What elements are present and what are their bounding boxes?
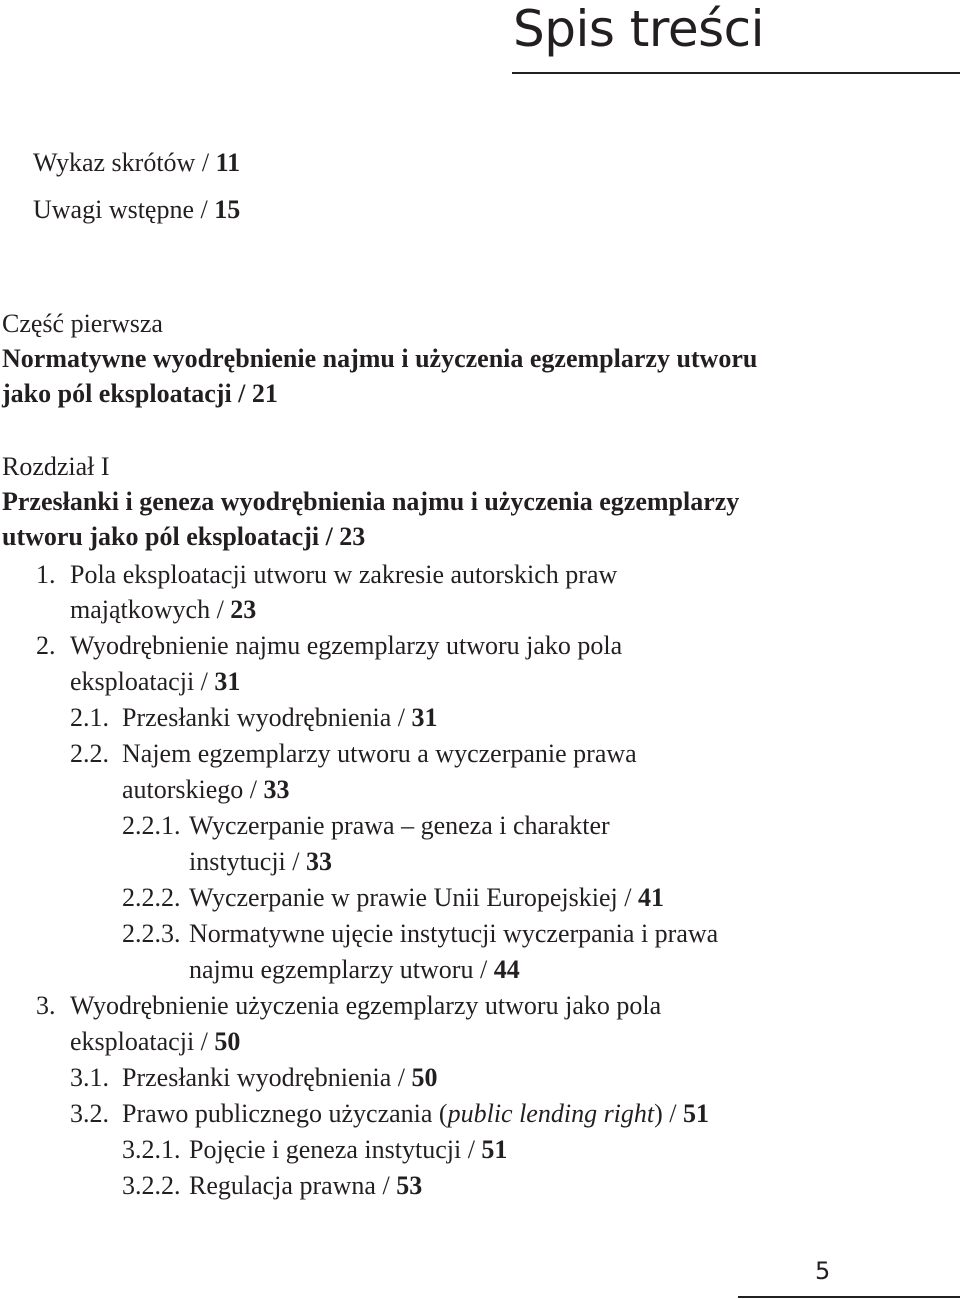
page-ref: 11 bbox=[215, 148, 241, 177]
entry-text: Regulacja prawna / bbox=[189, 1171, 397, 1200]
entry-text: Uwagi wstępne / bbox=[33, 195, 215, 224]
entry-text: instytucji / bbox=[189, 847, 306, 876]
toc-entry-2-1[interactable] bbox=[122, 703, 438, 733]
toc-entry-2-cont[interactable] bbox=[70, 667, 240, 697]
page-ref: 51 bbox=[683, 1099, 710, 1128]
toc-entry-3-2-1[interactable] bbox=[189, 1135, 507, 1165]
toc-entry-2[interactable]: Wyodrębnienie najmu egzemplarzy utworu jako pola bbox=[70, 631, 623, 660]
page-ref: 33 bbox=[306, 847, 332, 876]
toc-entry-3-2-2[interactable] bbox=[189, 1171, 422, 1201]
entry-text: Wyczerpanie w prawie Unii Europejskiej / bbox=[189, 883, 638, 912]
toc-entry-abbreviations[interactable] bbox=[33, 148, 240, 178]
entry-number: 2.1. bbox=[70, 703, 109, 732]
entry-text: Przesłanki wyodrębnienia / bbox=[122, 703, 412, 732]
entry-number: 3.2. bbox=[70, 1099, 109, 1128]
entry-text: autorskiego / bbox=[122, 775, 264, 804]
toc-entry-3-2[interactable] bbox=[122, 1099, 709, 1129]
entry-number: 3.1. bbox=[70, 1063, 109, 1092]
entry-text: ) / bbox=[654, 1099, 684, 1128]
entry-number: 3.2.2. bbox=[122, 1171, 181, 1200]
toc-entry-2-2-3[interactable]: Normatywne ujęcie instytucji wyczerpania i prawa bbox=[189, 919, 719, 948]
entry-number: 2.2. bbox=[70, 739, 109, 768]
footer-rule bbox=[738, 1296, 960, 1298]
entry-text: Pojęcie i geneza instytucji / bbox=[189, 1135, 482, 1164]
toc-entry-preliminary-notes[interactable] bbox=[33, 195, 240, 225]
toc-entry-2-2-cont[interactable] bbox=[122, 775, 290, 805]
part-label: Część pierwsza bbox=[2, 309, 163, 338]
page-ref: 53 bbox=[396, 1171, 423, 1200]
page-ref: 23 bbox=[230, 595, 257, 624]
toc-entry-3-cont[interactable] bbox=[70, 1027, 240, 1057]
toc-entry-2-2[interactable]: Najem egzemplarzy utworu a wyczerpanie prawa bbox=[122, 739, 637, 768]
page-ref: 31 bbox=[214, 667, 241, 696]
entry-text: majątkowych / bbox=[70, 595, 231, 624]
chapter-label: Rozdział I bbox=[2, 452, 110, 481]
toc-entry-1-cont[interactable] bbox=[70, 595, 256, 625]
entry-text: eksploatacji / bbox=[70, 1027, 215, 1056]
page-number: 5 bbox=[815, 1257, 831, 1285]
entry-text: Wykaz skrótów / bbox=[33, 148, 216, 177]
entry-number: 3.2.1. bbox=[122, 1135, 181, 1164]
chapter-title-line2[interactable]: utworu jako pól eksploatacji / 23 bbox=[2, 522, 366, 551]
page-ref: 31 bbox=[411, 703, 438, 732]
entry-text: Prawo publicznego użyczania ( bbox=[122, 1099, 448, 1128]
toc-entry-2-2-3-cont[interactable] bbox=[189, 955, 520, 985]
entry-number: 2. bbox=[36, 631, 56, 660]
toc-entry-2-2-1-cont[interactable] bbox=[189, 847, 332, 877]
page-title: Spis treści bbox=[513, 0, 765, 58]
page-ref: 33 bbox=[263, 775, 290, 804]
part-title-line1[interactable]: Normatywne wyodrębnienie najmu i użyczenia egzemplarzy utworu bbox=[2, 344, 758, 373]
toc-entry-3-1[interactable] bbox=[122, 1063, 438, 1093]
title-rule bbox=[512, 72, 960, 74]
toc-entry-2-2-1[interactable]: Wyczerpanie prawa – geneza i charakter bbox=[189, 811, 610, 840]
page-ref: 44 bbox=[493, 955, 520, 984]
page-ref: 50 bbox=[411, 1063, 438, 1092]
entry-text: Przesłanki wyodrębnienia / bbox=[122, 1063, 412, 1092]
toc-entry-1[interactable]: Pola eksploatacji utworu w zakresie autorskich praw bbox=[70, 560, 618, 589]
page-ref: 51 bbox=[481, 1135, 508, 1164]
toc-entry-2-2-2[interactable] bbox=[189, 883, 664, 913]
entry-number: 2.2.3. bbox=[122, 919, 181, 948]
entry-text: eksploatacji / bbox=[70, 667, 215, 696]
entry-text-italic: public lending right bbox=[447, 1099, 655, 1128]
entry-number: 3. bbox=[36, 991, 56, 1020]
entry-text: najmu egzemplarzy utworu / bbox=[189, 955, 494, 984]
entry-number: 2.2.1. bbox=[122, 811, 181, 840]
page-ref: 50 bbox=[214, 1027, 241, 1056]
part-title-line2[interactable]: jako pól eksploatacji / 21 bbox=[2, 379, 278, 408]
toc-entry-3[interactable]: Wyodrębnienie użyczenia egzemplarzy utworu jako pola bbox=[70, 991, 662, 1020]
entry-number: 1. bbox=[36, 560, 56, 589]
page-ref: 15 bbox=[214, 195, 241, 224]
entry-number: 2.2.2. bbox=[122, 883, 181, 912]
page-ref: 41 bbox=[637, 883, 664, 912]
chapter-title-line1[interactable]: Przesłanki i geneza wyodrębnienia najmu i użyczenia egzemplarzy bbox=[2, 487, 740, 516]
